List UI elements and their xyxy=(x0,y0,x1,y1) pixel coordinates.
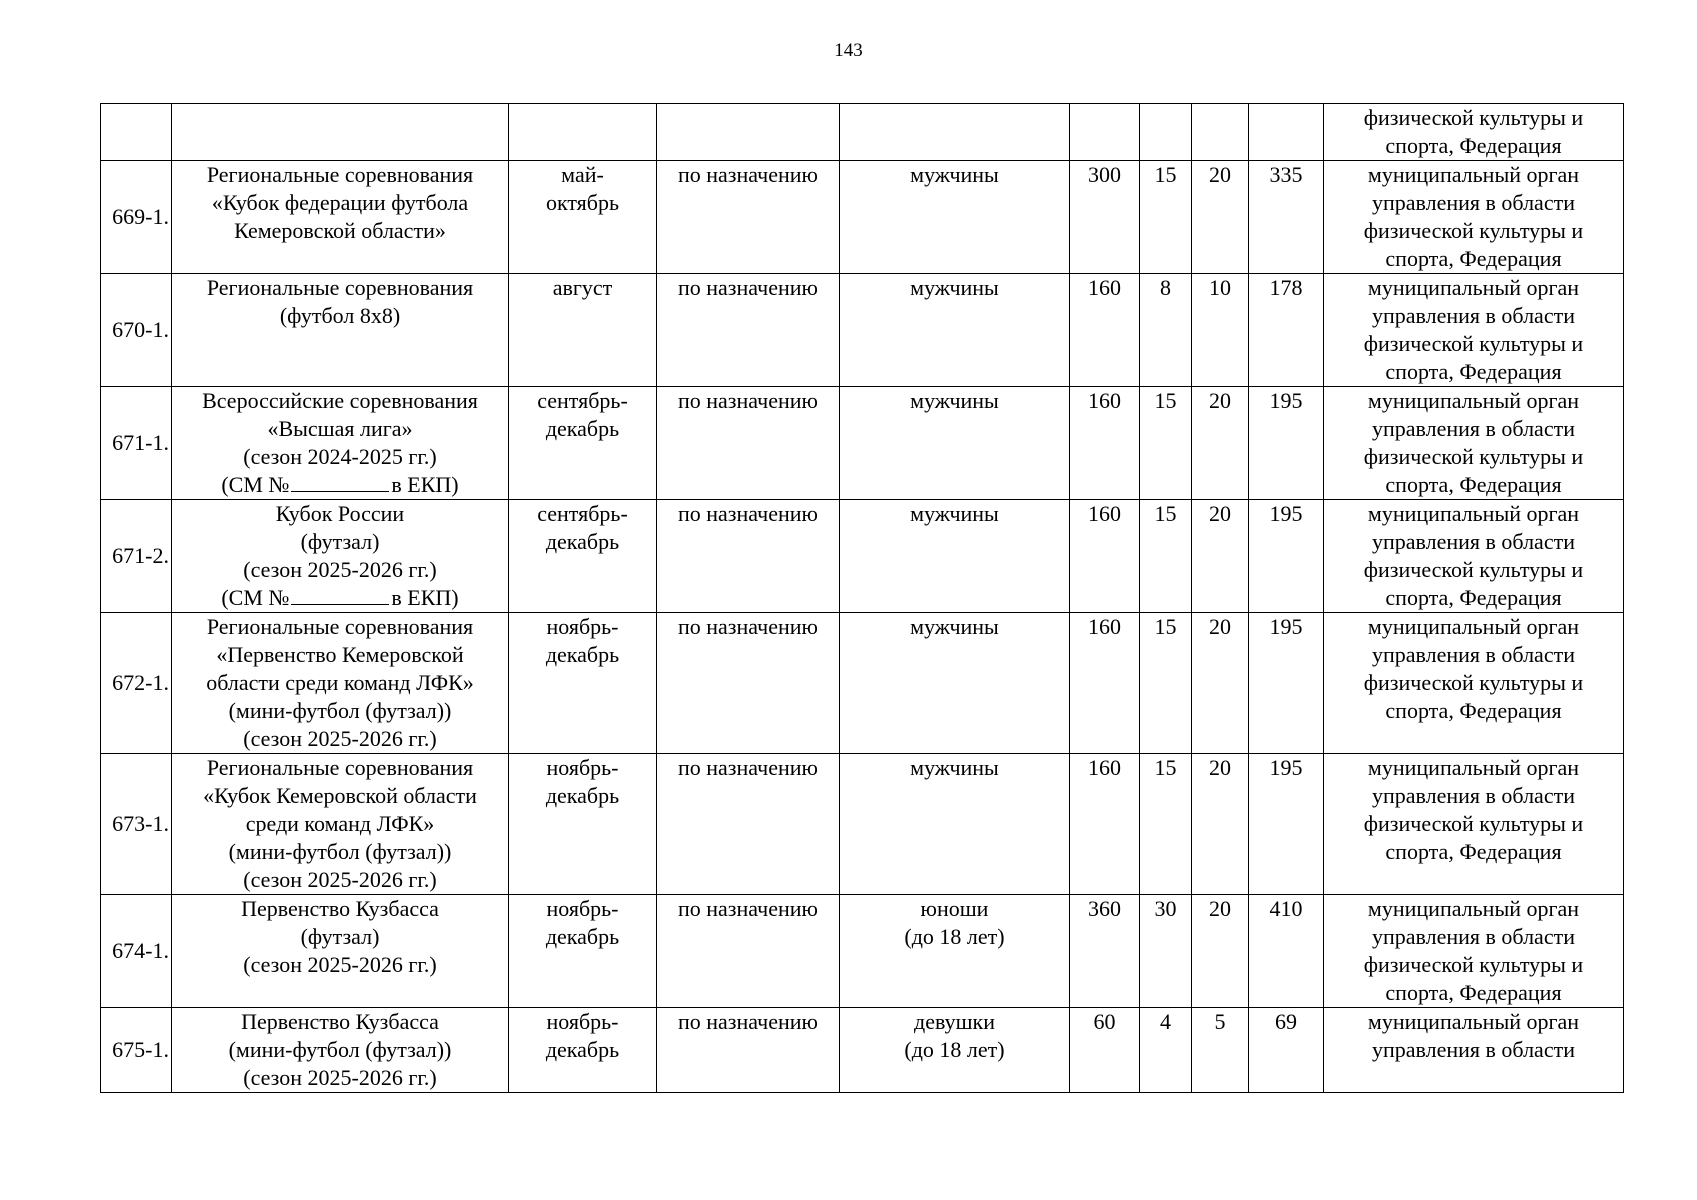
organizer-line: муниципальный орган xyxy=(1367,275,1580,300)
cell-athletes xyxy=(1070,104,1140,161)
period-line: ноябрь- xyxy=(546,1009,619,1034)
organizer-line: спорта, Федерация xyxy=(1385,133,1562,158)
organizer-line: управления в области xyxy=(1372,1037,1575,1062)
participants-line: (до 18 лет) xyxy=(904,924,1005,949)
cell-period xyxy=(509,161,657,274)
cell-participants xyxy=(840,274,1070,387)
cell-coaches: 15 xyxy=(1140,754,1192,895)
cell-period xyxy=(509,1008,657,1093)
cell-number: 671-1. xyxy=(101,387,172,500)
table-row xyxy=(101,387,1624,500)
cell-coaches: 15 xyxy=(1140,161,1192,274)
cell-total: 195 xyxy=(1249,387,1324,500)
organizer-line: управления в области xyxy=(1372,190,1575,215)
period-line: декабрь xyxy=(545,529,620,554)
cell-name xyxy=(172,754,509,895)
cell-athletes: 160 xyxy=(1070,613,1140,754)
cell-organizer xyxy=(1324,500,1624,613)
cell-athletes: 160 xyxy=(1070,387,1140,500)
organizer-line: спорта, Федерация xyxy=(1385,839,1562,864)
organizer-line: управления в области xyxy=(1372,529,1575,554)
event-name-line: (мини-футбол (футзал)) xyxy=(228,839,452,864)
cell-organizer xyxy=(1324,613,1624,754)
period-line: декабрь xyxy=(545,1037,620,1062)
ekp-reference xyxy=(176,471,504,499)
cell-judges: 20 xyxy=(1192,161,1249,274)
organizer-line: спорта, Федерация xyxy=(1385,698,1562,723)
period-line: ноябрь- xyxy=(546,896,619,921)
participants-line: мужчины xyxy=(910,755,999,780)
cell-total xyxy=(1249,104,1324,161)
cell-participants xyxy=(840,161,1070,274)
cell-period xyxy=(509,895,657,1008)
organizer-line: физической культуры и xyxy=(1363,331,1584,356)
organizer-line: спорта, Федерация xyxy=(1385,472,1562,497)
table-row-continuation xyxy=(101,104,1624,161)
cell-name xyxy=(172,387,509,500)
event-name-line: (сезон 2025-2026 гг.) xyxy=(243,952,437,977)
ekp-prefix: (СМ № xyxy=(221,472,290,497)
participants-line: мужчины xyxy=(910,614,999,639)
cell-judges xyxy=(1192,104,1249,161)
cell-number: 673-1. xyxy=(101,754,172,895)
cell-organizer xyxy=(1324,161,1624,274)
organizer-line: муниципальный орган xyxy=(1367,162,1580,187)
cell-athletes: 60 xyxy=(1070,1008,1140,1093)
cell-coaches: 15 xyxy=(1140,387,1192,500)
cell-place: по назначению xyxy=(657,274,840,387)
event-name-line: (сезон 2024-2025 гг.) xyxy=(243,444,437,469)
cell-period xyxy=(509,274,657,387)
cell-place: по назначению xyxy=(657,500,840,613)
cell-athletes: 160 xyxy=(1070,754,1140,895)
organizer-line: спорта, Федерация xyxy=(1385,359,1562,384)
cell-total: 195 xyxy=(1249,613,1324,754)
cell-period xyxy=(509,754,657,895)
cell-organizer xyxy=(1324,1008,1624,1093)
event-name-line: (сезон 2025-2026 гг.) xyxy=(243,726,437,751)
period-line: декабрь xyxy=(545,783,620,808)
organizer-line: муниципальный орган xyxy=(1367,614,1580,639)
cell-participants xyxy=(840,387,1070,500)
cell-athletes: 300 xyxy=(1070,161,1140,274)
table-row xyxy=(101,1008,1624,1093)
ekp-number-blank xyxy=(291,584,389,605)
period-line: сентябрь- xyxy=(537,388,628,413)
period-line: декабрь xyxy=(545,416,620,441)
ekp-suffix: в ЕКП) xyxy=(391,585,459,610)
organizer-line: управления в области xyxy=(1372,642,1575,667)
event-name-line: (сезон 2025-2026 гг.) xyxy=(243,867,437,892)
organizer-line: муниципальный орган xyxy=(1367,896,1580,921)
table-row xyxy=(101,754,1624,895)
event-name-line: (футзал) xyxy=(300,924,380,949)
event-name-line: Региональные соревнования xyxy=(206,614,474,639)
organizer-line: физической культуры и xyxy=(1363,105,1584,130)
participants-line: (до 18 лет) xyxy=(904,1037,1005,1062)
ekp-suffix: в ЕКП) xyxy=(391,472,459,497)
event-name-line: Первенство Кузбасса xyxy=(241,896,439,921)
organizer-line: физической культуры и xyxy=(1363,811,1584,836)
cell-name xyxy=(172,895,509,1008)
event-name-line: Первенство Кузбасса xyxy=(241,1009,439,1034)
event-name-line: области среди команд ЛФК» xyxy=(206,670,474,695)
cell-judges: 5 xyxy=(1192,1008,1249,1093)
cell-total: 195 xyxy=(1249,754,1324,895)
period-line: август xyxy=(552,275,613,300)
event-name-line: Всероссийские соревнования xyxy=(202,388,478,413)
organizer-line: муниципальный орган xyxy=(1367,388,1580,413)
organizer-line: физической культуры и xyxy=(1363,218,1584,243)
cell-participants xyxy=(840,613,1070,754)
event-name-line: (сезон 2025-2026 гг.) xyxy=(243,1065,437,1090)
cell-judges: 20 xyxy=(1192,613,1249,754)
cell-name xyxy=(172,500,509,613)
organizer-line: управления в области xyxy=(1372,303,1575,328)
period-line: декабрь xyxy=(545,642,620,667)
organizer-line: муниципальный орган xyxy=(1367,755,1580,780)
cell-coaches: 15 xyxy=(1140,500,1192,613)
table-row xyxy=(101,500,1624,613)
cell-number xyxy=(101,104,172,161)
cell-total: 335 xyxy=(1249,161,1324,274)
event-name-line: Региональные соревнования xyxy=(206,162,474,187)
table-row xyxy=(101,161,1624,274)
cell-participants xyxy=(840,1008,1070,1093)
organizer-line: управления в области xyxy=(1372,416,1575,441)
cell-organizer xyxy=(1324,387,1624,500)
cell-organizer xyxy=(1324,754,1624,895)
table-row xyxy=(101,274,1624,387)
cell-place: по назначению xyxy=(657,754,840,895)
cell-number: 674-1. xyxy=(101,895,172,1008)
cell-participants xyxy=(840,754,1070,895)
ekp-number-blank xyxy=(291,471,389,492)
organizer-line: спорта, Федерация xyxy=(1385,246,1562,271)
period-line: сентябрь- xyxy=(537,501,628,526)
cell-period xyxy=(509,387,657,500)
table-body xyxy=(101,104,1624,1093)
cell-athletes: 160 xyxy=(1070,274,1140,387)
cell-place: по назначению xyxy=(657,1008,840,1093)
ekp-prefix: (СМ № xyxy=(221,585,290,610)
events-table xyxy=(100,103,1624,1093)
cell-number: 671-2. xyxy=(101,500,172,613)
cell-number: 669-1. xyxy=(101,161,172,274)
cell-period xyxy=(509,104,657,161)
cell-athletes: 360 xyxy=(1070,895,1140,1008)
cell-period xyxy=(509,613,657,754)
cell-place: по назначению xyxy=(657,387,840,500)
event-name-line: «Кубок федерации футбола xyxy=(211,190,469,215)
cell-total: 410 xyxy=(1249,895,1324,1008)
organizer-line: физической культуры и xyxy=(1363,557,1584,582)
event-name-line: (мини-футбол (футзал)) xyxy=(228,1037,452,1062)
organizer-line: физической культуры и xyxy=(1363,952,1584,977)
page-number: 143 xyxy=(834,40,863,61)
period-line: октябрь xyxy=(545,190,620,215)
cell-organizer xyxy=(1324,895,1624,1008)
cell-name xyxy=(172,613,509,754)
cell-coaches: 15 xyxy=(1140,613,1192,754)
table-row xyxy=(101,895,1624,1008)
event-name-line: «Высшая лига» xyxy=(267,416,413,441)
cell-coaches: 30 xyxy=(1140,895,1192,1008)
event-name-line: Кемеровской области» xyxy=(234,218,446,243)
participants-line: мужчины xyxy=(910,501,999,526)
period-line: май- xyxy=(561,162,604,187)
table-row xyxy=(101,613,1624,754)
cell-number: 670-1. xyxy=(101,274,172,387)
cell-judges: 20 xyxy=(1192,754,1249,895)
period-line: декабрь xyxy=(545,924,620,949)
cell-judges: 20 xyxy=(1192,500,1249,613)
cell-coaches: 8 xyxy=(1140,274,1192,387)
cell-judges: 20 xyxy=(1192,895,1249,1008)
ekp-reference xyxy=(176,584,504,612)
participants-line: мужчины xyxy=(910,275,999,300)
cell-organizer xyxy=(1324,104,1624,161)
cell-name xyxy=(172,104,509,161)
cell-judges: 20 xyxy=(1192,387,1249,500)
cell-total: 69 xyxy=(1249,1008,1324,1093)
organizer-line: физической культуры и xyxy=(1363,670,1584,695)
cell-athletes: 160 xyxy=(1070,500,1140,613)
cell-organizer xyxy=(1324,274,1624,387)
cell-place xyxy=(657,104,840,161)
organizer-line: спорта, Федерация xyxy=(1385,980,1562,1005)
cell-number: 675-1. xyxy=(101,1008,172,1093)
event-name-line: Региональные соревнования xyxy=(206,275,474,300)
cell-coaches: 4 xyxy=(1140,1008,1192,1093)
organizer-line: управления в области xyxy=(1372,924,1575,949)
cell-coaches xyxy=(1140,104,1192,161)
cell-number: 672-1. xyxy=(101,613,172,754)
event-name-line: Кубок России xyxy=(275,501,405,526)
period-line: ноябрь- xyxy=(546,614,619,639)
cell-participants xyxy=(840,500,1070,613)
participants-line: девушки xyxy=(914,1009,995,1034)
organizer-line: муниципальный орган xyxy=(1367,501,1580,526)
cell-period xyxy=(509,500,657,613)
cell-place: по назначению xyxy=(657,895,840,1008)
cell-total: 195 xyxy=(1249,500,1324,613)
cell-participants xyxy=(840,895,1070,1008)
cell-judges: 10 xyxy=(1192,274,1249,387)
event-name-line: Региональные соревнования xyxy=(206,755,474,780)
organizer-line: спорта, Федерация xyxy=(1385,585,1562,610)
participants-line: мужчины xyxy=(910,162,999,187)
organizer-line: управления в области xyxy=(1372,783,1575,808)
event-name-line: среди команд ЛФК» xyxy=(245,811,435,836)
event-name-line: «Первенство Кемеровской xyxy=(216,642,464,667)
event-name-line: «Кубок Кемеровской области xyxy=(203,783,477,808)
cell-total: 178 xyxy=(1249,274,1324,387)
event-name-line: (футзал) xyxy=(300,529,380,554)
cell-place: по назначению xyxy=(657,161,840,274)
participants-line: юноши xyxy=(920,896,989,921)
cell-name xyxy=(172,161,509,274)
cell-name xyxy=(172,1008,509,1093)
period-line: ноябрь- xyxy=(546,755,619,780)
cell-name xyxy=(172,274,509,387)
event-name-line: (мини-футбол (футзал)) xyxy=(228,698,452,723)
event-name-line: (сезон 2025-2026 гг.) xyxy=(243,557,437,582)
cell-participants xyxy=(840,104,1070,161)
organizer-line: муниципальный орган xyxy=(1367,1009,1580,1034)
cell-place: по назначению xyxy=(657,613,840,754)
participants-line: мужчины xyxy=(910,388,999,413)
event-name-line: (футбол 8х8) xyxy=(279,303,401,328)
organizer-line: физической культуры и xyxy=(1363,444,1584,469)
